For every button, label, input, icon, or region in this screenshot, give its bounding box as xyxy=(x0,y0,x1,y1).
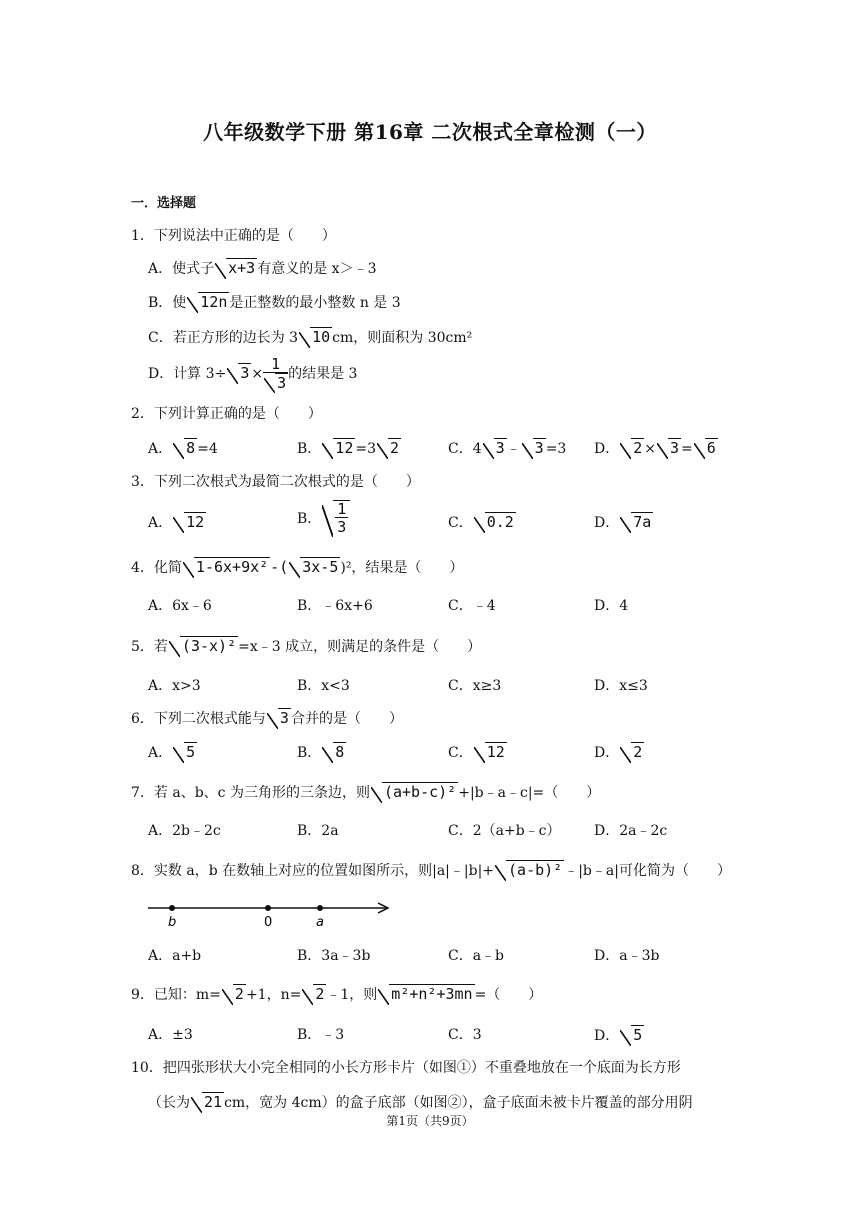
question-1-option-c: C．若正方形的边长为 3 10 cm，则面积为 30cm² xyxy=(148,328,473,346)
label-b: b xyxy=(168,915,177,930)
page-title: 八年级数学下册 第16章 二次根式全章检测（一） xyxy=(203,120,657,144)
question-3-option-a: A． 12 xyxy=(148,513,205,531)
question-8-stem: 8．实数 a，b 在数轴上对应的位置如图所示，则|a|﹣|b|+ (a-b)² ﹣|b﹣a|可化简为（ ） xyxy=(131,861,731,879)
question-4-option-a: A．6x﹣6 xyxy=(148,598,212,614)
question-5-option-a: A．x>3 xyxy=(148,678,201,694)
question-2-option-a: A． 8 =4 xyxy=(148,439,218,457)
question-1-option-d: D．计算 3÷ 3 × $\frac{1}{3}$ 的结果是 3 xyxy=(148,355,358,392)
question-4-stem: 4．化简 1-6x+9x² -( 3x-5 )²，结果是（ ） xyxy=(131,558,464,576)
sqrt-symbol: 10 xyxy=(299,327,332,347)
question-6-option-b: B． 8 xyxy=(297,743,345,761)
question-3-option-d: D． 7a xyxy=(594,513,652,531)
number-line-figure xyxy=(148,896,398,932)
question-9-option-b: B．﹣3 xyxy=(297,1027,345,1043)
question-7-option-b: B．2a xyxy=(297,823,339,839)
question-1-option-b: B．使 12n 是正整数的最小整数 n 是 3 xyxy=(148,293,401,311)
question-9-stem: 9．已知：m= 2 +1，n= 2 ﹣1，则 m²+n²+3mn =（ ） xyxy=(131,985,543,1003)
question-10-line-1: 10．把四张形状大小完全相同的小长方形卡片（如图①）不重叠地放在一个底面为长方形 xyxy=(131,1060,681,1076)
page-footer: 第1页（共9页） xyxy=(386,1114,474,1128)
question-2-stem: 2．下列计算正确的是（ ） xyxy=(131,406,322,422)
question-5-option-b: B．x<3 xyxy=(297,678,350,694)
question-6-option-a: A． 5 xyxy=(148,743,196,761)
question-2-option-b: B． 12 =3 2 xyxy=(297,439,400,457)
section-heading: 一．选择题 xyxy=(131,196,197,211)
question-4-option-b: B．﹣6x+6 xyxy=(297,598,373,614)
question-6-option-c: C． 12 xyxy=(448,743,505,761)
sqrt-symbol: 12n xyxy=(187,292,229,312)
question-1-stem: 1．下列说法中正确的是（ ） xyxy=(131,228,336,244)
point-a xyxy=(317,905,323,911)
question-7-option-d: D．2a﹣2c xyxy=(594,823,668,839)
fraction: $\frac{1}{3}$ xyxy=(263,356,288,392)
question-6-option-d: D． 2 xyxy=(594,743,643,761)
question-3-option-c: C． 0.2 xyxy=(448,513,514,531)
question-2-option-d: D． 2 × 3 = 6 xyxy=(594,439,716,457)
question-7-option-c: C．2（a+b﹣c） xyxy=(448,823,561,839)
point-b xyxy=(169,905,175,911)
label-zero: 0 xyxy=(264,915,273,930)
question-5-stem: 5．若 (3-x)² =x﹣3 成立，则满足的条件是（ ） xyxy=(131,637,482,655)
question-8-option-a: A．a+b xyxy=(148,948,202,964)
sqrt-symbol: 3 xyxy=(227,363,251,383)
question-8-option-c: C．a﹣b xyxy=(448,948,505,964)
sqrt-symbol: x+3 xyxy=(215,258,257,278)
question-5-option-d: D．x≤3 xyxy=(594,678,648,694)
question-2-option-c: C．4 3 ﹣ 3 =3 xyxy=(448,439,567,457)
label-a: a xyxy=(316,915,324,930)
question-4-option-d: D．4 xyxy=(594,598,629,614)
question-9-option-d: D． 5 xyxy=(594,1026,643,1044)
question-3-option-b: B． $\frac{1}{3}$ xyxy=(297,500,350,536)
question-7-stem: 7．若 a、b、c 为三角形的三条边，则 (a+b-c)² +|b﹣a﹣c|=（ ） xyxy=(131,783,601,801)
question-5-option-c: C．x≥3 xyxy=(448,678,502,694)
question-10-line-2: （长为 21 cm，宽为 4cm）的盒子底部（如图②），盒子底面未被卡片覆盖的部分用阴 xyxy=(148,1093,693,1111)
question-6-stem: 6．下列二次根式能与 3 合并的是（ ） xyxy=(131,709,403,727)
question-8-option-d: D．a﹣3b xyxy=(594,948,660,964)
question-8-option-b: B．3a﹣3b xyxy=(297,948,371,964)
question-9-option-a: A．±3 xyxy=(148,1027,193,1043)
question-7-option-a: A．2b﹣2c xyxy=(148,823,221,839)
question-1-option-a: A．使式子 x+3 有意义的是 x＞﹣3 xyxy=(148,259,377,277)
question-4-option-c: C．﹣4 xyxy=(448,598,496,614)
point-zero xyxy=(265,905,271,911)
question-3-stem: 3．下列二次根式为最简二次根式的是（ ） xyxy=(131,474,420,490)
question-9-option-c: C．3 xyxy=(448,1027,482,1043)
